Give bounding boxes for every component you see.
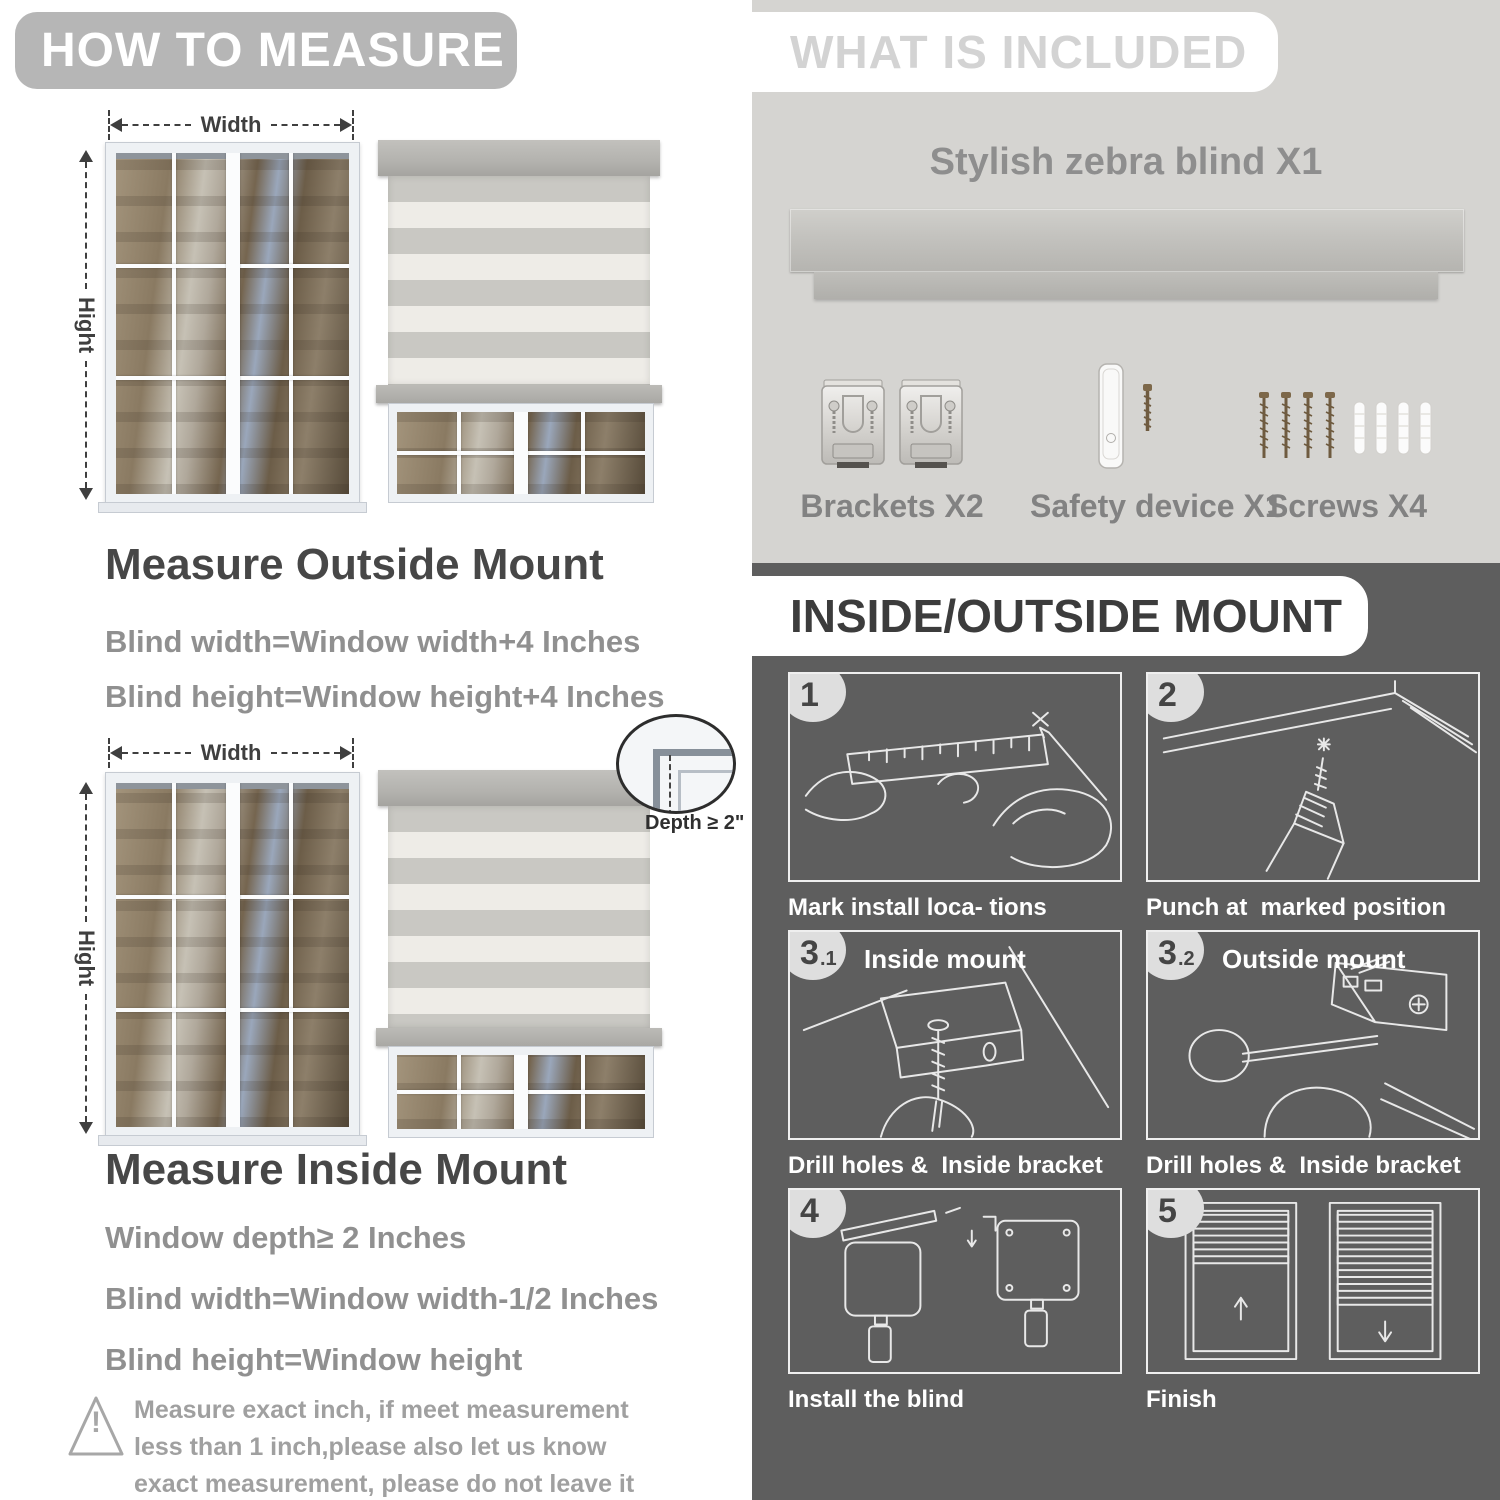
step-number-badge: 1 <box>788 672 846 722</box>
height-label: Hight <box>74 929 99 987</box>
window-photo <box>116 153 349 494</box>
item-label: Brackets X2 <box>800 488 984 524</box>
arrow-head-left <box>110 118 122 132</box>
what-is-included-panel <box>752 0 1500 563</box>
measure-note: Measure exact inch, if meet measurement less than 1 inch,please also let us know exact measurement, please do not leave it <box>134 1396 635 1498</box>
warning-triangle-icon <box>66 1392 126 1462</box>
steps-grid <box>788 672 1480 1422</box>
arrow-head-down <box>79 488 93 500</box>
window-photo <box>116 783 349 1127</box>
step-caption: Punch at marked position <box>1146 894 1447 921</box>
step-1 <box>788 672 1122 922</box>
headrail-lower-image <box>814 272 1438 299</box>
outside-formula-height: Blind height=Window height+4 Inches <box>105 679 665 714</box>
safety-device-icon <box>1085 362 1175 474</box>
arrow-head-up <box>79 150 93 162</box>
mount-instructions-panel <box>752 563 1500 1500</box>
depth-detail-icon <box>616 714 736 814</box>
step-number-badge: 4 <box>788 1188 846 1238</box>
width-arrow <box>108 740 354 765</box>
step-caption: Mark install loca- tions <box>788 894 1047 921</box>
bracket-icon <box>898 378 964 474</box>
blind-valance <box>378 140 660 176</box>
step-number-badge: 3 .1 <box>788 930 846 980</box>
product-title: Stylish zebra blind X1 <box>929 141 1323 183</box>
step-title: Outside mount <box>1222 944 1406 974</box>
item-label: Safety device X1 <box>1030 488 1283 524</box>
window-lower-part <box>388 403 654 503</box>
step-3-1 <box>788 930 1122 1180</box>
arrow-head-right <box>340 118 352 132</box>
measure-inside-title: Measure Inside Mount <box>105 1145 568 1194</box>
step-title: Inside mount <box>864 944 1026 974</box>
step-number-badge: 3 .2 <box>1146 930 1204 980</box>
step-number-badge: 2 <box>1146 672 1204 722</box>
depth-label: Depth ≥ 2" <box>645 812 745 834</box>
width-label: Width <box>200 112 262 137</box>
step-4 <box>788 1188 1122 1414</box>
inside-formula-height: Blind height=Window height <box>105 1342 523 1377</box>
screws-icon <box>1252 384 1442 474</box>
height-arrow <box>74 782 98 1134</box>
step-caption: Drill holes & Inside bracket <box>1146 1152 1461 1179</box>
step-3-2 <box>1146 930 1480 1180</box>
warning-exclamation: ! <box>91 1406 101 1439</box>
inside-formula-width: Blind width=Window width-1/2 Inches <box>105 1281 659 1316</box>
zebra-blind-illustration <box>378 770 660 1142</box>
step-5 <box>1146 1188 1480 1414</box>
height-label: Hight <box>74 296 99 354</box>
step-caption: Drill holes & Inside bracket <box>788 1152 1103 1179</box>
inside-outside-mount-header: INSIDE/OUTSIDE MOUNT <box>752 576 1368 656</box>
zebra-blind-illustration <box>378 140 660 506</box>
inside-formula-depth: Window depth≥ 2 Inches <box>105 1220 467 1255</box>
included-item-safety-device <box>1030 352 1283 527</box>
outside-formula-width: Blind width=Window width+4 Inches <box>105 624 641 659</box>
window-illustration <box>105 142 360 505</box>
item-label: Screws X4 <box>1266 488 1428 524</box>
step-caption: Finish <box>1146 1386 1217 1413</box>
included-item-screws <box>1242 352 1452 527</box>
what-is-included-header: WHAT IS INCLUDED <box>752 12 1278 92</box>
step-caption: Install the blind <box>788 1386 965 1413</box>
bracket-icon <box>820 378 886 474</box>
blind-zebra-stripes <box>388 176 650 385</box>
included-item-brackets <box>792 352 992 527</box>
width-arrow <box>108 112 354 137</box>
window-illustration <box>105 772 360 1138</box>
blind-bottom-rail <box>376 385 662 403</box>
width-label: Width <box>200 740 262 765</box>
measure-outside-title: Measure Outside Mount <box>105 540 604 589</box>
headrail-image <box>790 209 1464 272</box>
height-arrow <box>74 150 98 500</box>
step-2 <box>1146 672 1480 922</box>
step-number-badge: 5 <box>1146 1188 1204 1238</box>
how-to-measure-header: HOW TO MEASURE <box>15 12 517 89</box>
window-sill <box>98 502 367 513</box>
